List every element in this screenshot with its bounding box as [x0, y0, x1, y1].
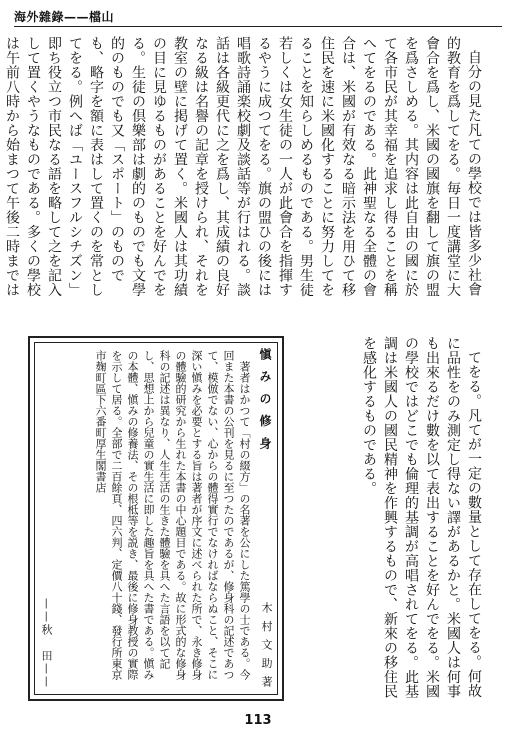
- book-review-box: [28, 336, 284, 701]
- page-number: 113: [244, 713, 272, 728]
- book-review-title: 愼 み の 修 身: [258, 348, 272, 452]
- running-header: 海外雜錄——檔山: [14, 10, 115, 24]
- header-rule: [14, 26, 502, 27]
- main-text-column: [4, 36, 484, 306]
- book-review-text: 著者はかつて「村の綴方」の名著を公にした篤學の士である。今回また本書の公刊を見るに至つたのであるが、修身科の記述であつて、模倣でない、心からの體得實行でなければならぬこと、そこに深い愼みを必要とする旨は著者が序文に述べられた所で、永き修身の體驗的研究から生れた本書の中心題目である。故に形式的な修身科の記述は異なり、人生生活の生きた體驗を具へた言語を以て記し、思想上から兒童の實生活に即した趣旨を具へた書である。愼みの本體、愼みの修養法、その根柢等を説き、最後に修身教授の實際を示して居る。全部で二百餘頁、四六判、定價八十錢、發行所東京市麹町區下六番町厚生閣書店: [94, 350, 251, 680]
- lower-text-column: [294, 336, 484, 701]
- book-review-author: 木 村 文 助 著: [260, 602, 273, 689]
- main-paragraph-1: 自分の見た凡ての學校では皆多少社會的教育を爲してをる。毎日一度講堂に大會合を爲し、米國の國旗を翻して旗の盟を爲さしめる。其内容は此自由の國に於て各市民が其幸福を追求し得ることを稱へてをるのである。此神聖なる全體の會合は、米國が有效なる暗示法を用ひて移住民を速に米國化することに努力してをることを知らしめるものである。男生徒若しくは女生徒の一人が此會合を指揮するやうに成つてをる。旗の盟ひの後には唱歌詩誦楽校劇及談話等が行はれる。談話は各級更代に之を爲し、其成績の良好なる級は名譽の記章を授けられ、それを教室の壁に掲げて置く。米國人は其功績の目に見ゆるものがあることを好んでをる。生徒の倶樂部は劇的のものでも文學的のものでも又「スポート」のものでも、略字を額に表はして置くのを常としてをる。例へば「ユースフルシチズン」即ち役立つ市民なる語を略して之を記入して置くやうなものである。多くの學校は午前八時から始まつて午後二時までは: [4, 36, 482, 297]
- lower-paragraph-1: てをる。凡てが一定の數量として存在してをる。何故に品性をのみ測定し得ない譯があるかと。米國人は何事も出來るだけ數を以て表出することを好んでをる。米國の學校ではどこでも倫理的基調が高唱されてをる。此基調は米國人の國民精神を作興するもので、新來の移住民を感化するものである。: [361, 336, 482, 699]
- book-review-reviewer: ——秋 田——: [40, 598, 53, 689]
